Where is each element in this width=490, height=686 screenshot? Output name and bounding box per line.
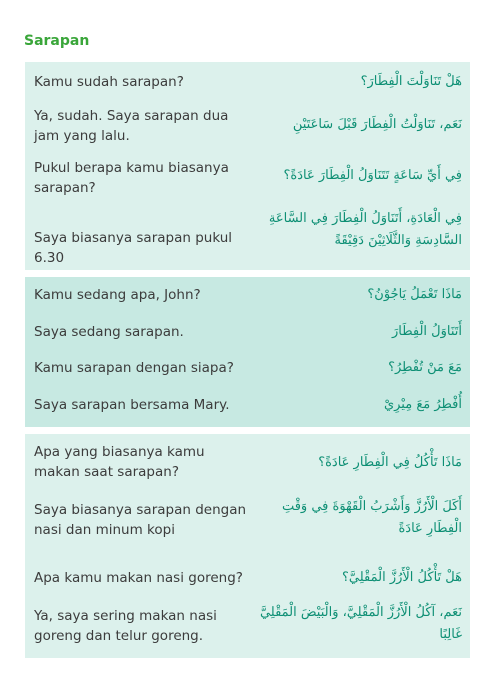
indonesian-text: Apa kamu makan nasi goreng?: [34, 570, 243, 586]
arabic-text: مَعَ مَنْ تُفْطِرُ؟: [388, 360, 462, 375]
dialog-panel-3: [25, 434, 470, 658]
section-title: Sarapan: [24, 33, 90, 49]
arabic-text: أَكَلَ الْأَرُزَّ وَأَشْرَبُ الْقَهْوَةَ فِي وَقْتِ الْفِطَارِ عَادَةً: [281, 499, 462, 536]
indonesian-text: Pukul berapa kamu biasanya sarapan?: [34, 160, 229, 196]
arabic-text: هَلْ تَنَاوَلْتَ الْفِطَارَ؟: [360, 74, 462, 89]
dialog-panel-2: [25, 277, 470, 427]
arabic-text: أُفْطِرُ مَعَ مِيْرِيْ: [383, 397, 462, 412]
arabic-text: نَعَم، تَنَاوَلْتُ الْفِطَارَ قَبْلَ سَاعَتَيْنِ: [292, 117, 462, 132]
arabic-text: مَاذَا تَأْكُلُ فِي الْفِطَارِ عَادَةً؟: [318, 455, 462, 470]
arabic-text: مَاذَا تَعْمَلُ يَاجُوْنُ؟: [367, 287, 462, 302]
indonesian-text: Saya sarapan bersama Mary.: [34, 397, 230, 413]
dialog-panel-1: [25, 62, 470, 270]
indonesian-text: Apa yang biasanya kamu makan saat sarapan?: [34, 444, 205, 480]
indonesian-text: Ya, sudah. Saya sarapan dua jam yang lalu.: [34, 108, 229, 144]
arabic-text: فِي الْعَادَةِ، أَتَنَاوَلُ الْفِطَارَ فِي السَّاعَةِ السَّادِسَةِ وَالثَّلَاثِيْنَ دَقِيْقَةً: [268, 211, 462, 248]
indonesian-text: Ya, saya sering makan nasi goreng dan telur goreng.: [34, 608, 217, 644]
arabic-text: أَتَنَاوَلُ الْفِطَارَ: [391, 324, 462, 339]
arabic-text: نَعَم، آكُلُ الْأَرُزَّ الْمَقْلِيَّ، وَالْبَيْضَ الْمَقْلِيَّ غَالِبًا: [259, 605, 462, 642]
indonesian-text: Saya sedang sarapan.: [34, 324, 184, 340]
indonesian-text: Kamu sudah sarapan?: [34, 74, 184, 90]
indonesian-text: Saya biasanya sarapan pukul 6.30: [34, 230, 233, 266]
indonesian-text: Saya biasanya sarapan dengan nasi dan minum kopi: [34, 502, 247, 538]
indonesian-text: Kamu sarapan dengan siapa?: [34, 360, 234, 376]
arabic-text: هَلْ تَأْكُلُ الْأَرُزَّ الْمَقْلِيَّ؟: [342, 570, 462, 585]
indonesian-text: Kamu sedang apa, John?: [34, 287, 201, 303]
arabic-text: فِي أَيِّ سَاعَةٍ تَتَنَاوَلُ الْفِطَارَ عَادَةً؟: [283, 168, 462, 183]
